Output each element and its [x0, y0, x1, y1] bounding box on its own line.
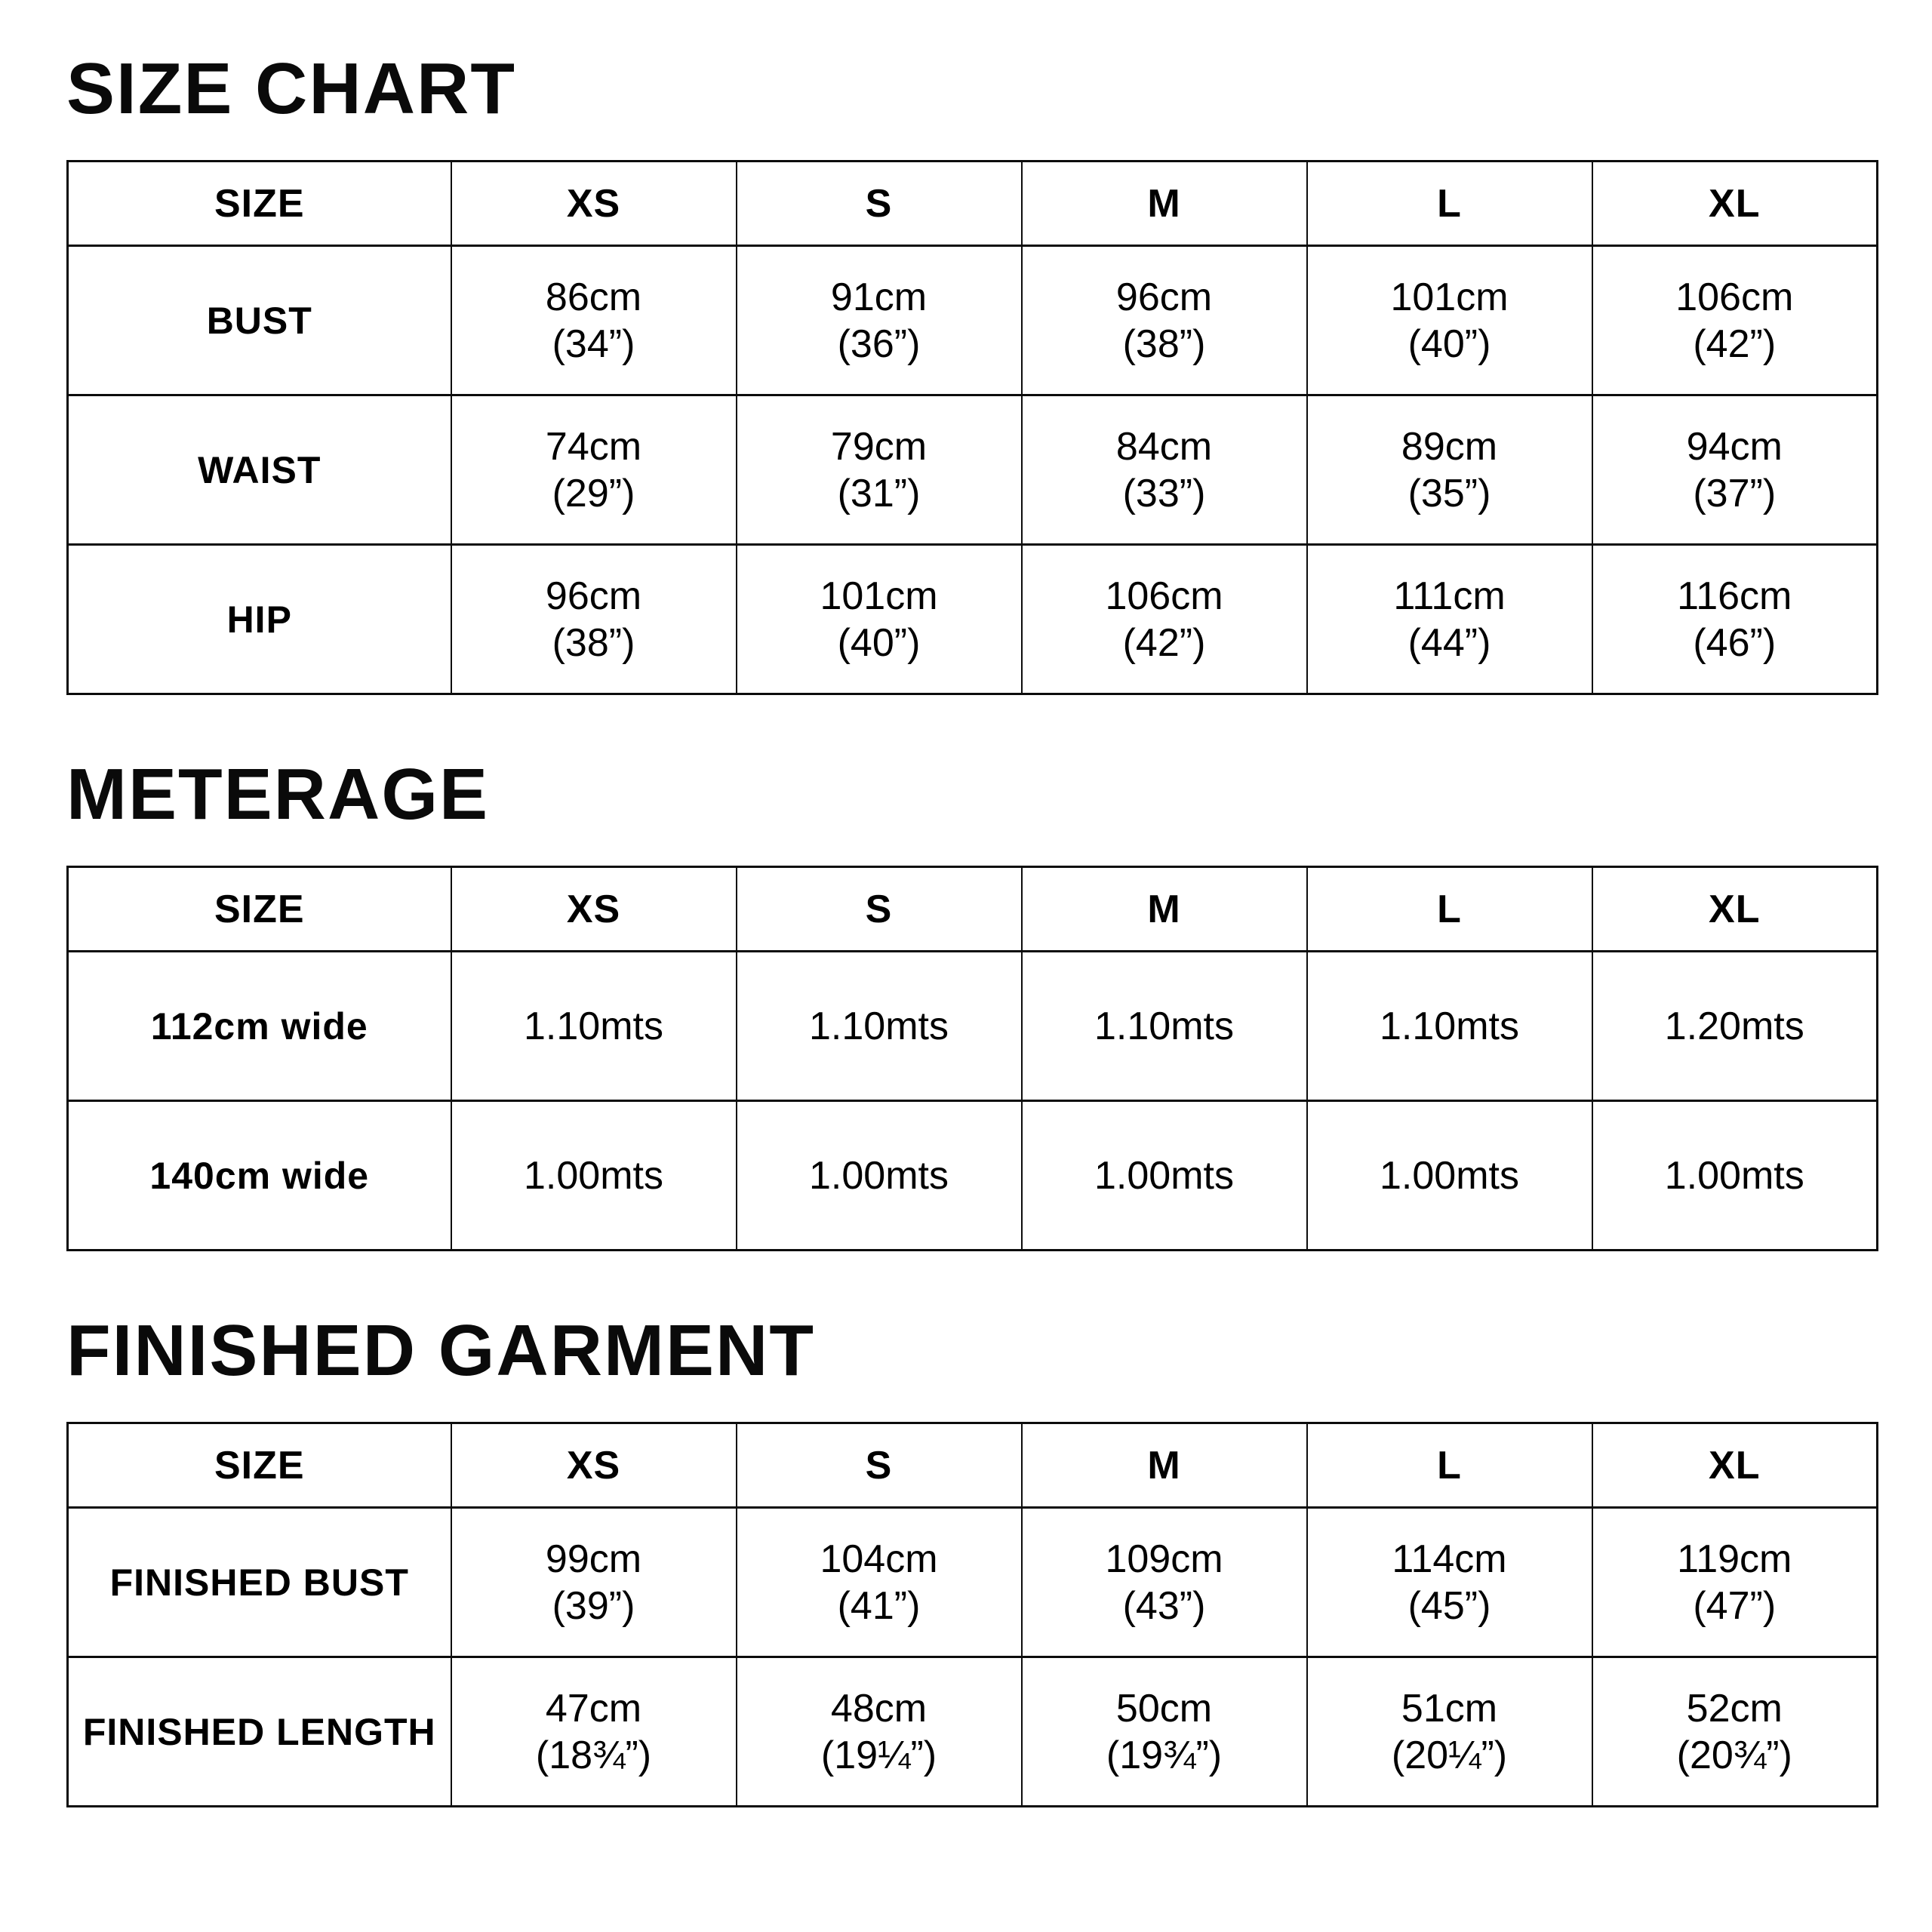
- cell-line: 1.10mts: [1380, 1004, 1519, 1048]
- measurement-cell: [1592, 545, 1878, 694]
- cell-line: (43”): [1122, 1583, 1206, 1628]
- column-header-m: M: [1022, 162, 1307, 246]
- cell-line: (38”): [1122, 321, 1206, 366]
- measurement-cell: [737, 1657, 1022, 1807]
- cell-line: (34”): [552, 321, 635, 366]
- column-header-s: S: [737, 1423, 1022, 1508]
- measurement-cell: [1307, 1508, 1592, 1657]
- column-header-size: SIZE: [68, 867, 451, 952]
- cell-line: 1.00mts: [1380, 1153, 1519, 1198]
- column-header-xl: XL: [1592, 162, 1878, 246]
- column-header-xs: XS: [451, 1423, 737, 1508]
- cell-line: (36”): [837, 321, 921, 366]
- column-header-xl: XL: [1592, 867, 1878, 952]
- cell-line: 91cm: [830, 275, 928, 319]
- measurement-cell: [737, 1101, 1022, 1251]
- cell-line: 104cm: [820, 1537, 938, 1581]
- cell-line: 96cm: [545, 574, 642, 618]
- measurement-cell: [1307, 952, 1592, 1101]
- table-row: [68, 545, 1878, 694]
- row-label: FINISHED LENGTH: [68, 1657, 451, 1807]
- section-title-finished-garment: FINISHED GARMENT: [66, 1310, 815, 1391]
- cell-line: 1.20mts: [1664, 1004, 1804, 1048]
- header-row: [68, 162, 1878, 246]
- measurement-cell: [451, 1101, 737, 1251]
- cell-line: (44”): [1407, 620, 1491, 665]
- cell-line: 94cm: [1686, 424, 1783, 469]
- cell-line: (20¾”): [1676, 1733, 1792, 1777]
- cell-line: (40”): [1407, 321, 1491, 366]
- finished-garment-table: [66, 1422, 1878, 1807]
- cell-line: 79cm: [830, 424, 928, 469]
- column-header-l: L: [1307, 162, 1592, 246]
- cell-line: (46”): [1693, 620, 1777, 665]
- measurement-cell: [737, 952, 1022, 1101]
- cell-line: 1.10mts: [524, 1004, 663, 1048]
- cell-line: 1.10mts: [809, 1004, 949, 1048]
- cell-line: (18¾”): [535, 1733, 652, 1777]
- table-row: [68, 246, 1878, 395]
- cell-line: (29”): [552, 471, 635, 515]
- table-row: [68, 1508, 1878, 1657]
- cell-line: 51cm: [1401, 1686, 1498, 1730]
- cell-line: 1.00mts: [1094, 1153, 1234, 1198]
- measurement-cell: [737, 395, 1022, 545]
- column-header-xs: XS: [451, 867, 737, 952]
- measurement-cell: [737, 246, 1022, 395]
- column-header-s: S: [737, 162, 1022, 246]
- cell-line: (41”): [837, 1583, 921, 1628]
- measurement-cell: [1307, 395, 1592, 545]
- column-header-size: SIZE: [68, 1423, 451, 1508]
- meterage-table: [66, 866, 1878, 1251]
- size-chart-table: [66, 160, 1878, 695]
- measurement-cell: [1307, 545, 1592, 694]
- section-title-meterage: METERAGE: [66, 754, 490, 835]
- header-row: [68, 1423, 1878, 1508]
- row-label: HIP: [68, 545, 451, 694]
- cell-line: 1.00mts: [809, 1153, 949, 1198]
- row-label: WAIST: [68, 395, 451, 545]
- cell-line: 114cm: [1392, 1537, 1507, 1581]
- measurement-cell: [1022, 1657, 1307, 1807]
- cell-line: (42”): [1693, 321, 1777, 366]
- measurement-cell: [1592, 1508, 1878, 1657]
- cell-line: (19¾”): [1106, 1733, 1223, 1777]
- cell-line: 47cm: [545, 1686, 642, 1730]
- cell-line: (19¼”): [820, 1733, 937, 1777]
- measurement-cell: [451, 545, 737, 694]
- measurement-cell: [1022, 952, 1307, 1101]
- measurement-cell: [451, 1657, 737, 1807]
- section-title-size-chart: SIZE CHART: [66, 48, 516, 129]
- row-label: 112cm wide: [68, 952, 451, 1101]
- cell-line: (31”): [837, 471, 921, 515]
- cell-line: 111cm: [1393, 574, 1506, 618]
- measurement-cell: [1307, 1657, 1592, 1807]
- cell-line: 99cm: [545, 1537, 642, 1581]
- cell-line: 116cm: [1677, 574, 1792, 618]
- cell-line: 52cm: [1686, 1686, 1783, 1730]
- cell-line: (38”): [552, 620, 635, 665]
- measurement-cell: [1592, 395, 1878, 545]
- measurement-cell: [451, 952, 737, 1101]
- row-label: 140cm wide: [68, 1101, 451, 1251]
- measurement-cell: [1592, 246, 1878, 395]
- table-row: [68, 1101, 1878, 1251]
- cell-line: 74cm: [545, 424, 642, 469]
- cell-line: 119cm: [1677, 1537, 1792, 1581]
- cell-line: 106cm: [1675, 275, 1794, 319]
- column-header-l: L: [1307, 867, 1592, 952]
- measurement-cell: [1307, 246, 1592, 395]
- measurement-cell: [451, 246, 737, 395]
- measurement-cell: [1307, 1101, 1592, 1251]
- cell-line: (40”): [837, 620, 921, 665]
- column-header-l: L: [1307, 1423, 1592, 1508]
- column-header-xs: XS: [451, 162, 737, 246]
- cell-line: 1.00mts: [1664, 1153, 1804, 1198]
- cell-line: (20¼”): [1391, 1733, 1508, 1777]
- header-row: [68, 867, 1878, 952]
- column-header-xl: XL: [1592, 1423, 1878, 1508]
- cell-line: 84cm: [1115, 424, 1213, 469]
- column-header-s: S: [737, 867, 1022, 952]
- measurement-cell: [737, 545, 1022, 694]
- table-row: [68, 1657, 1878, 1807]
- table-row: [68, 395, 1878, 545]
- measurement-cell: [1022, 395, 1307, 545]
- cell-line: (33”): [1122, 471, 1206, 515]
- cell-line: 109cm: [1105, 1537, 1223, 1581]
- measurement-cell: [737, 1508, 1022, 1657]
- cell-line: 96cm: [1115, 275, 1213, 319]
- cell-line: 1.00mts: [524, 1153, 663, 1198]
- cell-line: (35”): [1407, 471, 1491, 515]
- measurement-cell: [1022, 1101, 1307, 1251]
- measurement-cell: [451, 1508, 737, 1657]
- cell-line: 48cm: [830, 1686, 928, 1730]
- cell-line: 89cm: [1401, 424, 1498, 469]
- cell-line: 50cm: [1115, 1686, 1213, 1730]
- measurement-cell: [1592, 952, 1878, 1101]
- row-label: FINISHED BUST: [68, 1508, 451, 1657]
- cell-line: 86cm: [545, 275, 642, 319]
- cell-line: (42”): [1122, 620, 1206, 665]
- cell-line: 1.10mts: [1094, 1004, 1234, 1048]
- cell-line: 101cm: [1390, 275, 1509, 319]
- cell-line: 106cm: [1105, 574, 1223, 618]
- row-label: BUST: [68, 246, 451, 395]
- cell-line: 101cm: [820, 574, 938, 618]
- measurement-cell: [1022, 545, 1307, 694]
- cell-line: (37”): [1693, 471, 1777, 515]
- cell-line: (45”): [1407, 1583, 1491, 1628]
- measurement-cell: [1592, 1101, 1878, 1251]
- column-header-size: SIZE: [68, 162, 451, 246]
- cell-line: (39”): [552, 1583, 635, 1628]
- measurement-cell: [1022, 246, 1307, 395]
- cell-line: (47”): [1693, 1583, 1777, 1628]
- table-row: [68, 952, 1878, 1101]
- column-header-m: M: [1022, 1423, 1307, 1508]
- measurement-cell: [1022, 1508, 1307, 1657]
- measurement-cell: [451, 395, 737, 545]
- measurement-cell: [1592, 1657, 1878, 1807]
- column-header-m: M: [1022, 867, 1307, 952]
